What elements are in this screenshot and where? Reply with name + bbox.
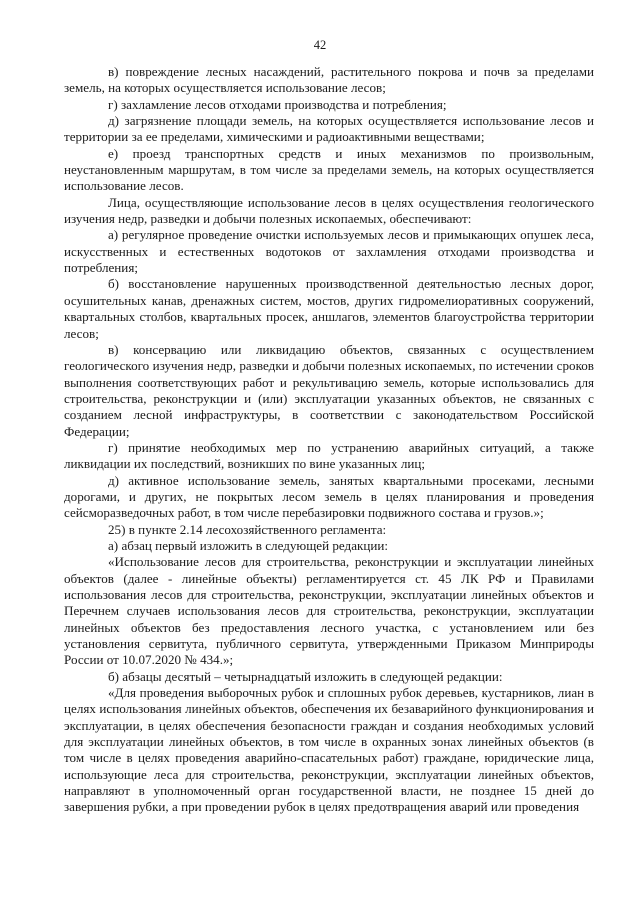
paragraph-b-restoration: б) восстановление нарушенных производственной деятельностью лесных дорог, осушительных канав, дренажных систем, мостов, других гидромелиоративных сооружений, квартальных столбов, квартальных просек, аншлагов, элементов благоустройства территории лесов; [64, 276, 594, 341]
document-body [64, 64, 594, 816]
paragraph-d-pollution: д) загрязнение площади земель, на которых осуществляется использование лесов и территории за ее пределами, химическими и радиоактивными веществами; [64, 113, 594, 145]
page-number: 42 [313, 38, 327, 52]
paragraph-e-vehicles: е) проезд транспортных средств и иных механизмов по произвольным, неустановленным маршрутам, в том числе за пределами земель, на которых осуществляется использование лесов. [64, 145, 594, 194]
paragraph-v-damage: в) повреждение лесных насаждений, растительного покрова и почв за пределами земель, на которых осуществляется использование лесов; [64, 64, 594, 96]
paragraph-quote-linear-objects: «Использование лесов для строительства, реконструкции и эксплуатации линейных объектов (далее - линейные объекты) регламентируется ст. 45 ЛК РФ и Правилами использования лесов для строительства, реконструкции, эксплуатации линейных объектов и Перечнем случаев использования лесов для строительства, реконструкции, эксплуатации линейных объектов без предоставления лесного участка, с установлением или без установления сервитута, публичного сервитута, утвержденными Приказом Минприроды России от 10.07.2020 № 434.»; [64, 554, 594, 668]
paragraph-quote-felling: «Для проведения выборочных рубок и сплошных рубок деревьев, кустарников, лиан в целях использования линейных объектов, обеспечения их безаварийного функционирования и эксплуатации, в целях обеспечения безопасности граждан и создания необходимых условий для эксплуатации линейных объектов, в том числе в охранных зонах линейных объектов (в том числе в целях проведения аварийно-спасательных работ) граждане, юридические лица, использующие леса для строительства, реконструкции, эксплуатации линейных объектов, направляют в уполномоченный орган государственной власти, не позднее 15 дней до завершения рубки, а при проведении рубок в целях предотвращения аварий или проведения [64, 685, 594, 815]
paragraph-a-first-abzac: а) абзац первый изложить в следующей редакции: [108, 537, 389, 553]
paragraph-g-emergency: г) принятие необходимых мер по устранению аварийных ситуаций, а также ликвидации их последствий, возникших по вине указанных лиц; [64, 439, 594, 472]
paragraph-g-littering: г) захламление лесов отходами производства и потребления; [108, 96, 447, 112]
paragraph-b-abzacy: б) абзацы десятый – четырнадцатый изложить в следующей редакции: [108, 668, 503, 684]
paragraph-item-25: 25) в пункте 2.14 лесохозяйственного регламента: [108, 521, 387, 537]
paragraph-d-land-use: д) активное использование земель, занятых квартальными просеками, лесными дорогами, и других, не покрытых лесом земель в целях планирования и проведения сейсморазведочных работ, в том числе перебазировки подвижного состава и грузов.»; [64, 472, 594, 521]
paragraph-persons-obligations: Лица, осуществляющие использование лесов в целях осуществления геологического изучения недр, разведки и добычи полезных ископаемых, обеспечивают: [64, 194, 594, 227]
paragraph-a-cleaning: а) регулярное проведение очистки используемых лесов и примыкающих опушек леса, искусственных и естественных водотоков от захламления отходами производства и потребления; [64, 227, 594, 276]
paragraph-v-conservation: в) консервацию или ликвидацию объектов, связанных с осуществлением геологического изучения недр, разведки и добычи полезных ископаемых, по истечении сроков выполнения соответствующих работ и рекультивацию земель, которые использовались для строительства, реконструкции и (или) эксплуатации указанных объектов, не связанных с созданием лесной инфраструктуры, в соответствии с законодательством Российской Федерации; [64, 341, 594, 439]
